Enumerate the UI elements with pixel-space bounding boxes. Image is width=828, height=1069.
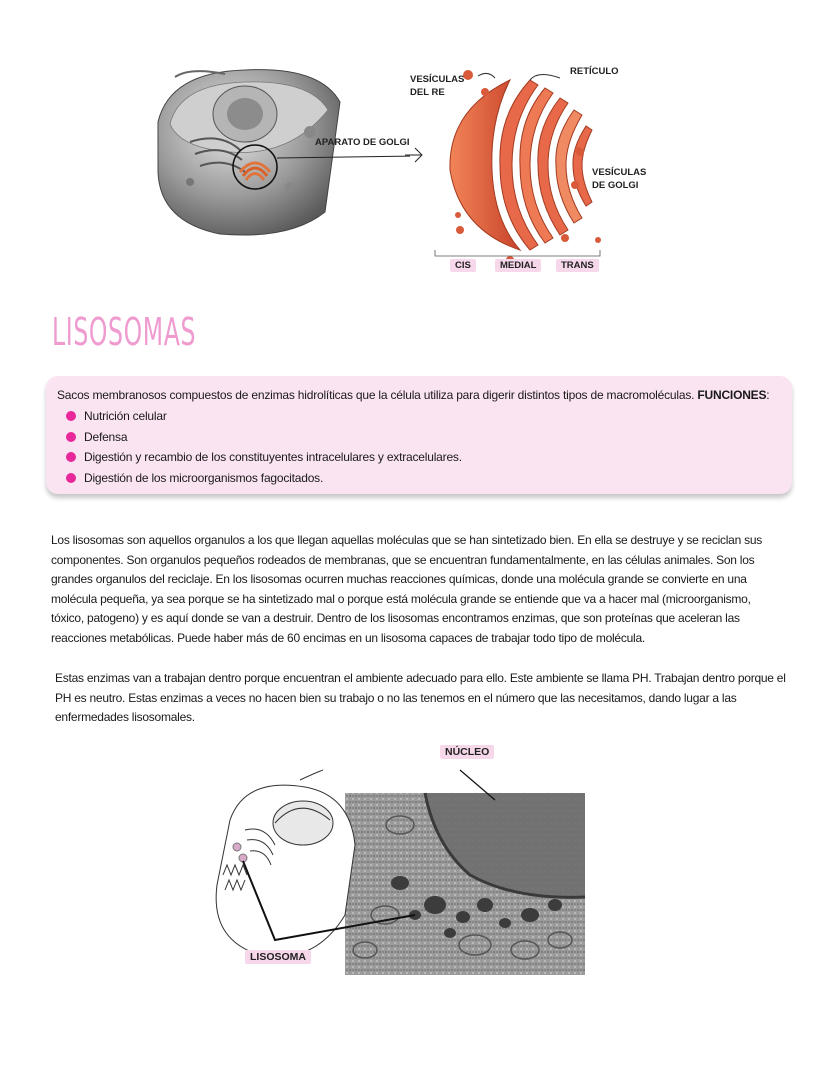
list-item: Nutrición celular xyxy=(66,406,462,427)
list-item: Digestión y recambio de los constituyentes intracelulares y extracelulares. xyxy=(66,447,462,468)
functions-list xyxy=(66,406,462,488)
label-lisosoma: LISOSOMA xyxy=(245,950,311,964)
label-reticulo: RETÍCULO xyxy=(570,66,619,77)
label-vesiculas-re-line2: DEL RE xyxy=(410,87,445,99)
label-vesiculas-golgi-line2: DE GOLGI xyxy=(592,180,639,192)
bullet-dot xyxy=(66,432,76,442)
card-intro: Sacos membranosos compuestos de enzimas hidrolíticas que la célula utiliza para digerir distintos tipos de macromoléculas. FUNCIONES: xyxy=(57,388,770,402)
bullet-dot xyxy=(66,411,76,421)
label-vesiculas-re-line1: VESÍCULAS xyxy=(410,74,465,85)
label-cis: CIS xyxy=(450,259,476,272)
section-title: LISOSOMAS xyxy=(52,310,197,354)
bullet-dot xyxy=(66,473,76,483)
list-item: Defensa xyxy=(66,427,462,448)
paragraph-2: Estas enzimas van a trabajan dentro porque encuentran el ambiente adecuado para ello. Este ambiente se llama PH. Trabajan dentro porque el PH es neutro. Estas enzimas a veces no hacen bien su trabajo o no las tenemos en el número que las necesitamos, dando lugar a las enfermedades lisosomales. xyxy=(55,671,786,724)
label-trans: TRANS xyxy=(556,259,599,272)
cell-illustration xyxy=(150,62,410,242)
label-aparato-golgi: APARATO DE GOLGI xyxy=(315,137,410,148)
lysosome-micrograph-figure xyxy=(205,765,595,980)
definition-card xyxy=(46,376,792,494)
card-intro-text: Sacos membranosos compuestos de enzimas hidrolíticas que la célula utiliza para digerir distintos tipos de macromoléculas. xyxy=(57,388,695,402)
funciones-label: FUNCIONES xyxy=(697,388,767,402)
paragraph-1: Los lisosomas son aquellos organulos a los que llegan aquellas moléculas que se han sintetizado bien. En ella se destruye y se reciclan sus componentes. Son organulos pequeños rodeados de membranas, que se encuentran fundamentalmente, en las células animales. Son los grandes organulos del reciclaje. En los lisosomas ocurren muchas reacciones químicas, donde una molécula grande se convierte en una molécula pequeña, ya sea porque se ha sintetizado mal o porque está molécula grande se entiende que va a hacer mal (microorganismo, tóxico, patogeno) y es aquí donde se van a destruir. Dentro de los lisosomas encontramos enzimas, que son proteínas que aceleran las reacciones metabólicas. Puede haber más de 60 encimas en un lisosoma capaces de trabajar todo tipo de molécula. xyxy=(51,533,763,645)
label-vesiculas-golgi-line1: VESÍCULAS xyxy=(592,167,647,178)
label-nucleo: NÚCLEO xyxy=(440,745,494,759)
list-item: Digestión de los microorganismos fagocitados. xyxy=(66,468,462,489)
bullet-dot xyxy=(66,452,76,462)
label-medial: MEDIAL xyxy=(495,259,541,272)
